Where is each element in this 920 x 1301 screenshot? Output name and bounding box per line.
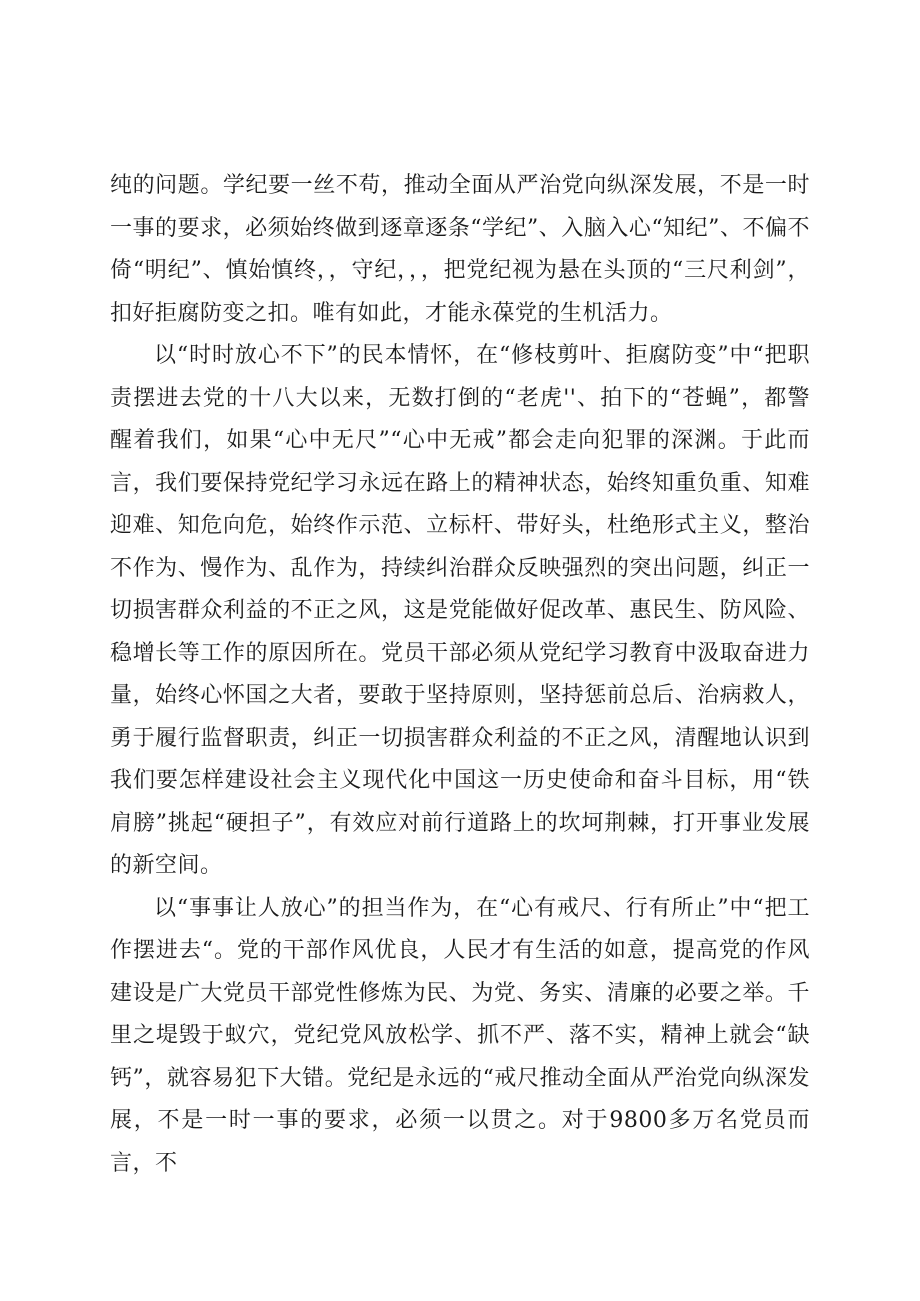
document-body — [110, 165, 810, 1185]
paragraph-1: 纯的问题。学纪要一丝不苟，推动全面从严治党向纵深发展，不是一时一事的要求，必须始终做到逐章逐条“学纪”、入脑入心“知纪”、不偏不倚“明纪”、慎始慎终，，守纪，，，把党纪视为悬在头顶的“三尺利剑”，扣好拒腐防变之扣。唯有如此，才能永葆党的生机活力。 — [110, 173, 810, 326]
paragraph-2: 以“时时放心不下”的民本情怀，在“修枝剪叶、拒腐防变”中“把职责摆进去党的十八大以来，无数打倒的“老虎''、拍下的“苍蝇”，都警醒着我们，如果“心中无尺”“心中无戒”都会走向犯罪的深渊。于此而言，我们要保持党纪学习永远在路上的精神状态，始终知重负重、知难迎难、知危向危，始终作示范、立标杆、带好头，杜绝形式主义，整治不作为、慢作为、乱作为，持续纠治群众反映强烈的突出问题，纠正一切损害群众利益的不正之风，这是党能做好促改革、惠民生、防风险、稳增长等工作的原因所在。党员干部必须从党纪学习教育中汲取奋进力量，始终心怀国之大者，要敢于坚持原则，坚持惩前总后、治病救人，勇于履行监督职责，纠正一切损害群众利益的不正之风，清醒地认识到我们要怎样建设社会主义现代化中国这一历史使命和奋斗目标，用“铁肩膀”挑起“硬担子”，有效应对前行道路上的坎坷荆棘，打开事业发展的新空间。 — [110, 343, 810, 878]
paragraph-3: 以“事事让人放心”的担当作为，在“心有戒尺、行有所止”中“把工作摆进去“。党的干部作风优良，人民才有生活的如意，提高党的作风建设是广大党员干部党性修炼为民、为党、务实、清廉的必要之举。千里之堤毁于蚁穴，党纪党风放松学、抓不严、落不实，精神上就会“缺钙”，就容易犯下大错。党纪是永远的“戒尺推动全面从严治党向纵深发展，不是一时一事的要求，必须一以贯之。对于9800多万名党员而言，不 — [110, 895, 810, 1176]
